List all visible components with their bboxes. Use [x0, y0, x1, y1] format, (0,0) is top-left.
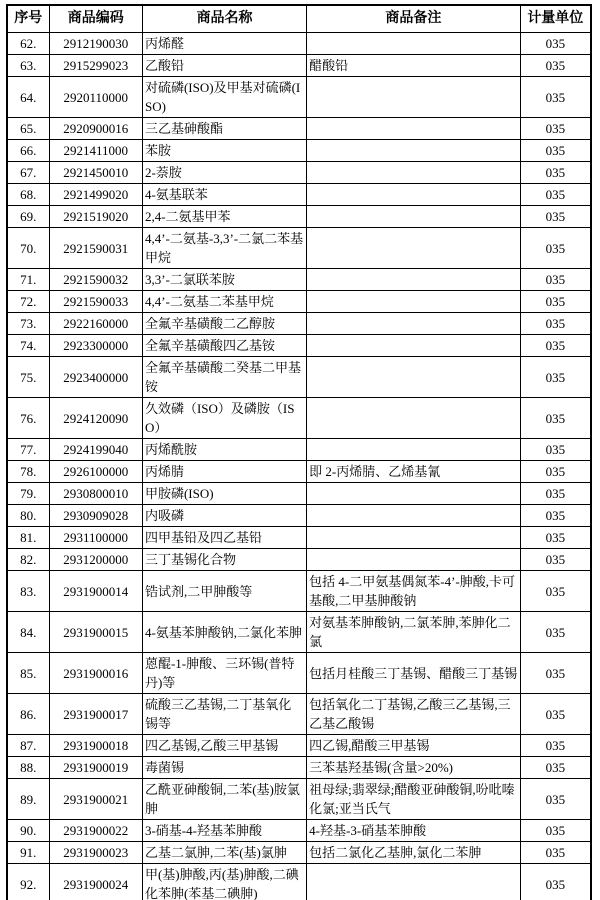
commodity-table: [6, 4, 592, 900]
cell-commodity-code: 2931900015: [49, 612, 142, 653]
cell-measurement-unit: 035: [520, 527, 591, 549]
table-row: [7, 461, 591, 483]
cell-commodity-code: 2926100000: [49, 461, 142, 483]
cell-commodity-remark: 祖母绿;翡翠绿;醋酸亚砷酸铜,吩吡嗪化氯;亚当氏气: [307, 779, 520, 820]
cell-commodity-name: 毒菌锡: [142, 757, 306, 779]
cell-commodity-remark: [307, 291, 520, 313]
cell-commodity-remark: [307, 864, 520, 900]
cell-serial-number: 71.: [7, 269, 49, 291]
cell-measurement-unit: 035: [520, 335, 591, 357]
table-row: [7, 140, 591, 162]
table-row: [7, 184, 591, 206]
table-row: [7, 483, 591, 505]
cell-measurement-unit: 035: [520, 864, 591, 900]
cell-commodity-code: 2931900018: [49, 735, 142, 757]
table-row: [7, 398, 591, 439]
cell-measurement-unit: 035: [520, 291, 591, 313]
cell-serial-number: 83.: [7, 571, 49, 612]
cell-serial-number: 69.: [7, 206, 49, 228]
cell-serial-number: 68.: [7, 184, 49, 206]
table-row: [7, 291, 591, 313]
cell-commodity-name: 四甲基铅及四乙基铅: [142, 527, 306, 549]
cell-commodity-name: 蒽醌-1-胂酸、三环锡(普特丹)等: [142, 653, 306, 694]
cell-measurement-unit: 035: [520, 549, 591, 571]
cell-serial-number: 87.: [7, 735, 49, 757]
cell-measurement-unit: 035: [520, 77, 591, 118]
cell-commodity-code: 2930800010: [49, 483, 142, 505]
table-row: [7, 779, 591, 820]
cell-measurement-unit: 035: [520, 269, 591, 291]
cell-measurement-unit: 035: [520, 228, 591, 269]
cell-commodity-name: 三丁基锡化合物: [142, 549, 306, 571]
cell-commodity-name: 苯胺: [142, 140, 306, 162]
cell-measurement-unit: 035: [520, 461, 591, 483]
cell-serial-number: 72.: [7, 291, 49, 313]
cell-commodity-code: 2924120090: [49, 398, 142, 439]
cell-commodity-code: 2920110000: [49, 77, 142, 118]
cell-commodity-remark: [307, 439, 520, 461]
cell-measurement-unit: 035: [520, 118, 591, 140]
cell-serial-number: 89.: [7, 779, 49, 820]
table-row: [7, 55, 591, 77]
cell-commodity-remark: [307, 398, 520, 439]
cell-commodity-remark: 醋酸铅: [307, 55, 520, 77]
cell-commodity-remark: [307, 162, 520, 184]
cell-commodity-code: 2931900019: [49, 757, 142, 779]
cell-commodity-code: 2923400000: [49, 357, 142, 398]
cell-commodity-name: 三乙基砷酸酯: [142, 118, 306, 140]
header-measurement-unit: 计量单位: [520, 5, 591, 33]
cell-measurement-unit: 035: [520, 820, 591, 842]
cell-serial-number: 85.: [7, 653, 49, 694]
cell-commodity-remark: 包括 4-二甲氨基偶氮苯-4’-胂酸,卡可基酸,二甲基胂酸钠: [307, 571, 520, 612]
cell-commodity-name: 内吸磷: [142, 505, 306, 527]
cell-commodity-code: 2931900014: [49, 571, 142, 612]
cell-commodity-code: 2931200000: [49, 549, 142, 571]
table-row: [7, 313, 591, 335]
cell-commodity-code: 2924199040: [49, 439, 142, 461]
cell-serial-number: 88.: [7, 757, 49, 779]
cell-measurement-unit: 035: [520, 357, 591, 398]
cell-commodity-name: 硫酸三乙基锡,二丁基氧化锡等: [142, 694, 306, 735]
table-row: [7, 842, 591, 864]
cell-measurement-unit: 035: [520, 694, 591, 735]
cell-commodity-name: 全氟辛基磺酸二乙醇胺: [142, 313, 306, 335]
cell-commodity-name: 甲(基)胂酸,丙(基)胂酸,二碘化苯胂(苯基二碘胂): [142, 864, 306, 900]
cell-measurement-unit: 035: [520, 439, 591, 461]
cell-serial-number: 65.: [7, 118, 49, 140]
header-commodity-remark: 商品备注: [307, 5, 520, 33]
cell-commodity-remark: [307, 483, 520, 505]
table-row: [7, 653, 591, 694]
cell-measurement-unit: 035: [520, 483, 591, 505]
cell-measurement-unit: 035: [520, 757, 591, 779]
table-row: [7, 335, 591, 357]
cell-serial-number: 84.: [7, 612, 49, 653]
table-row: [7, 505, 591, 527]
cell-commodity-code: 2922160000: [49, 313, 142, 335]
cell-commodity-remark: 对氨基苯胂酸钠,二氯苯胂,苯胂化二氯: [307, 612, 520, 653]
cell-commodity-name: 丙烯腈: [142, 461, 306, 483]
table-row: [7, 118, 591, 140]
cell-commodity-remark: [307, 505, 520, 527]
cell-commodity-name: 锆试剂,二甲胂酸等: [142, 571, 306, 612]
cell-commodity-remark: 4-羟基-3-硝基苯胂酸: [307, 820, 520, 842]
cell-commodity-name: 全氟辛基磺酸二癸基二甲基铵: [142, 357, 306, 398]
cell-measurement-unit: 035: [520, 779, 591, 820]
cell-serial-number: 70.: [7, 228, 49, 269]
cell-commodity-name: 4-氨基苯胂酸钠,二氯化苯胂: [142, 612, 306, 653]
table-row: [7, 228, 591, 269]
cell-commodity-code: 2930909028: [49, 505, 142, 527]
cell-serial-number: 77.: [7, 439, 49, 461]
cell-serial-number: 80.: [7, 505, 49, 527]
cell-commodity-remark: [307, 228, 520, 269]
cell-commodity-code: 2921590033: [49, 291, 142, 313]
cell-commodity-remark: 即 2-丙烯腈、乙烯基氰: [307, 461, 520, 483]
cell-measurement-unit: 035: [520, 140, 591, 162]
header-row: [7, 5, 591, 33]
cell-serial-number: 73.: [7, 313, 49, 335]
cell-commodity-code: 2920900016: [49, 118, 142, 140]
cell-commodity-name: 乙基二氯胂,二苯(基)氯胂: [142, 842, 306, 864]
cell-commodity-code: 2931900016: [49, 653, 142, 694]
cell-measurement-unit: 035: [520, 571, 591, 612]
cell-commodity-remark: [307, 33, 520, 55]
cell-commodity-name: 2-萘胺: [142, 162, 306, 184]
cell-commodity-remark: [307, 357, 520, 398]
cell-commodity-code: 2931900023: [49, 842, 142, 864]
cell-commodity-remark: [307, 140, 520, 162]
cell-commodity-code: 2921519020: [49, 206, 142, 228]
cell-measurement-unit: 035: [520, 33, 591, 55]
cell-commodity-name: 久效磷（ISO）及磷胺（ISO）: [142, 398, 306, 439]
cell-commodity-code: 2931100000: [49, 527, 142, 549]
cell-commodity-remark: [307, 549, 520, 571]
cell-commodity-name: 四乙基锡,乙酸三甲基锡: [142, 735, 306, 757]
cell-commodity-remark: 包括月桂酸三丁基锡、醋酸三丁基锡: [307, 653, 520, 694]
cell-measurement-unit: 035: [520, 398, 591, 439]
cell-commodity-code: 2921450010: [49, 162, 142, 184]
table-row: [7, 33, 591, 55]
table-row: [7, 77, 591, 118]
table-header: [7, 5, 591, 33]
header-serial-number: 序号: [7, 5, 49, 33]
table-row: [7, 757, 591, 779]
cell-commodity-code: 2931900024: [49, 864, 142, 900]
cell-serial-number: 78.: [7, 461, 49, 483]
cell-commodity-code: 2921411000: [49, 140, 142, 162]
cell-commodity-name: 3-硝基-4-羟基苯胂酸: [142, 820, 306, 842]
cell-serial-number: 67.: [7, 162, 49, 184]
cell-commodity-code: 2921590031: [49, 228, 142, 269]
cell-commodity-remark: [307, 184, 520, 206]
table-row: [7, 864, 591, 900]
cell-measurement-unit: 035: [520, 206, 591, 228]
cell-serial-number: 64.: [7, 77, 49, 118]
cell-commodity-remark: [307, 335, 520, 357]
header-commodity-code: 商品编码: [49, 5, 142, 33]
cell-commodity-name: 3,3’-二氯联苯胺: [142, 269, 306, 291]
cell-commodity-name: 对硫磷(ISO)及甲基对硫磷(ISO): [142, 77, 306, 118]
cell-commodity-remark: 包括二氯化乙基胂,氯化二苯胂: [307, 842, 520, 864]
table-row: [7, 162, 591, 184]
cell-measurement-unit: 035: [520, 162, 591, 184]
cell-serial-number: 86.: [7, 694, 49, 735]
table-row: [7, 549, 591, 571]
cell-measurement-unit: 035: [520, 55, 591, 77]
table-row: [7, 269, 591, 291]
table-row: [7, 439, 591, 461]
cell-serial-number: 76.: [7, 398, 49, 439]
cell-commodity-code: 2915299023: [49, 55, 142, 77]
cell-commodity-code: 2912190030: [49, 33, 142, 55]
cell-commodity-remark: 四乙锡,醋酸三甲基锡: [307, 735, 520, 757]
cell-commodity-remark: [307, 118, 520, 140]
cell-serial-number: 91.: [7, 842, 49, 864]
cell-measurement-unit: 035: [520, 653, 591, 694]
cell-commodity-remark: [307, 269, 520, 291]
cell-serial-number: 81.: [7, 527, 49, 549]
table-row: [7, 571, 591, 612]
table-row: [7, 694, 591, 735]
cell-serial-number: 82.: [7, 549, 49, 571]
cell-commodity-remark: [307, 77, 520, 118]
cell-commodity-remark: [307, 313, 520, 335]
cell-serial-number: 66.: [7, 140, 49, 162]
table-body: [7, 33, 591, 900]
cell-commodity-name: 4,4’-二氨基二苯基甲烷: [142, 291, 306, 313]
cell-commodity-remark: 三苯基羟基锡(含量>20%): [307, 757, 520, 779]
cell-serial-number: 79.: [7, 483, 49, 505]
cell-commodity-name: 2,4-二氨基甲苯: [142, 206, 306, 228]
cell-measurement-unit: 035: [520, 313, 591, 335]
cell-commodity-name: 全氟辛基磺酸四乙基铵: [142, 335, 306, 357]
table-row: [7, 735, 591, 757]
cell-serial-number: 62.: [7, 33, 49, 55]
header-commodity-name: 商品名称: [142, 5, 306, 33]
cell-commodity-name: 乙酸铅: [142, 55, 306, 77]
cell-serial-number: 75.: [7, 357, 49, 398]
cell-measurement-unit: 035: [520, 612, 591, 653]
cell-commodity-code: 2931900022: [49, 820, 142, 842]
cell-measurement-unit: 035: [520, 735, 591, 757]
cell-commodity-name: 4,4’-二氨基-3,3’-二氯二苯基甲烷: [142, 228, 306, 269]
cell-commodity-name: 4-氨基联苯: [142, 184, 306, 206]
table-row: [7, 820, 591, 842]
cell-measurement-unit: 035: [520, 842, 591, 864]
cell-serial-number: 63.: [7, 55, 49, 77]
cell-commodity-code: 2931900021: [49, 779, 142, 820]
cell-measurement-unit: 035: [520, 184, 591, 206]
cell-commodity-remark: 包括氧化二丁基锡,乙酸三乙基锡,三乙基乙酸锡: [307, 694, 520, 735]
cell-serial-number: 74.: [7, 335, 49, 357]
cell-measurement-unit: 035: [520, 505, 591, 527]
cell-commodity-code: 2921590032: [49, 269, 142, 291]
cell-commodity-remark: [307, 527, 520, 549]
table-row: [7, 527, 591, 549]
cell-commodity-remark: [307, 206, 520, 228]
cell-commodity-name: 丙烯醛: [142, 33, 306, 55]
cell-serial-number: 90.: [7, 820, 49, 842]
cell-commodity-name: 乙酰亚砷酸铜,二苯(基)胺氯胂: [142, 779, 306, 820]
cell-commodity-name: 甲胺磷(ISO): [142, 483, 306, 505]
table-row: [7, 357, 591, 398]
cell-serial-number: 92.: [7, 864, 49, 900]
cell-commodity-code: 2931900017: [49, 694, 142, 735]
cell-commodity-code: 2921499020: [49, 184, 142, 206]
cell-commodity-code: 2923300000: [49, 335, 142, 357]
cell-commodity-name: 丙烯酰胺: [142, 439, 306, 461]
table-row: [7, 206, 591, 228]
table-row: [7, 612, 591, 653]
